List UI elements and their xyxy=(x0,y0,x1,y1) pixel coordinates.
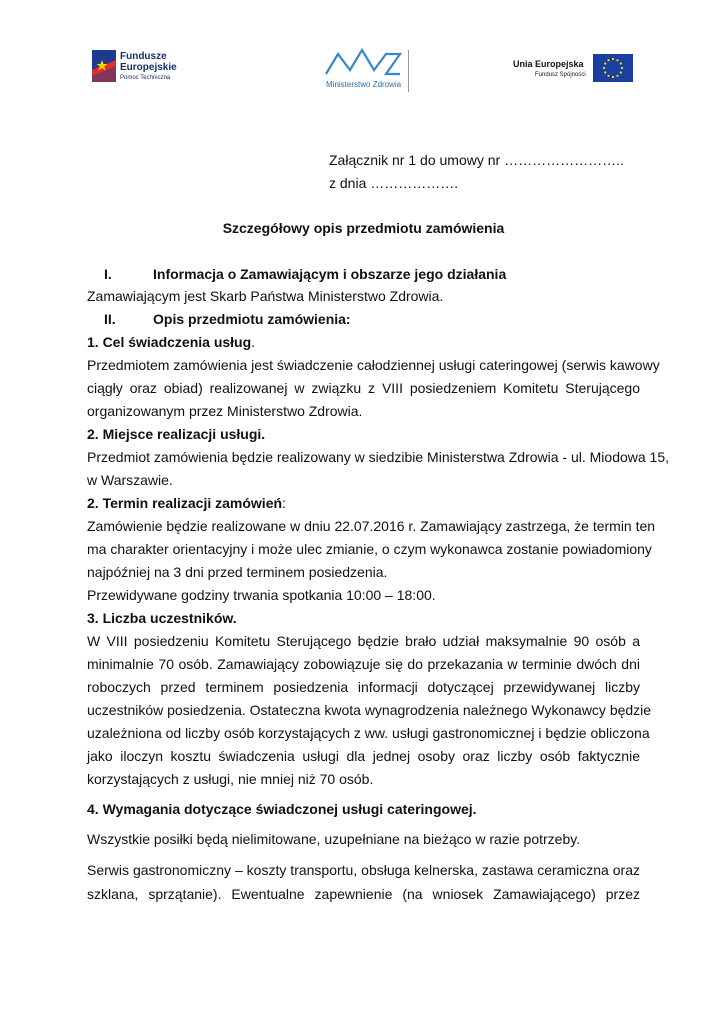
cel-heading: 1. Cel świadczenia usług xyxy=(87,334,252,350)
miejsce-line-1: Przedmiot zamówienia będzie realizowany w siedzibie Ministerstwa Zdrowia - ul. Miodowa 15, xyxy=(87,449,670,465)
miejsce-heading: 2. Miejsce realizacji usługi. xyxy=(87,426,266,442)
fundusze-line2: Europejskie xyxy=(120,62,177,73)
termin-heading-line xyxy=(87,495,286,511)
ministerstwo-caption: Ministerstwo Zdrowia xyxy=(326,80,402,89)
cel-heading-suffix: . xyxy=(251,334,256,350)
logo-separator xyxy=(408,50,409,92)
fundusze-europejskie-logo xyxy=(92,48,202,88)
unia-europejska-logo xyxy=(513,54,633,90)
termin-line-1: Zamówienie będzie realizowane w dniu 22.07.2016 r. Zamawiający zastrzega, że termin ten xyxy=(87,518,656,534)
document-title: Szczegółowy opis przedmiotu zamówienia xyxy=(222,220,505,236)
liczba-line-7: korzystających z usługi, nie mniej niż 70 osób. xyxy=(87,771,374,787)
date-line: z dnia ………………. xyxy=(329,175,459,191)
liczba-line-2: minimalnie 70 osób. Zamawiający zobowiązuje się do przekazania w terminie dwóch dni xyxy=(87,656,640,672)
liczba-line-1: W VIII posiedzeniu Komitetu Sterującego będzie brało udział maksymalnie 90 osób a xyxy=(87,633,640,649)
wymagania-para1: Wszystkie posiłki będą nielimitowane, uzupełniane na bieżąco w razie potrzeby. xyxy=(87,831,581,847)
cel-line-2: ciągły oraz obiad) realizowanej w związku z VIII posiedzeniem Komitetu Sterującego xyxy=(87,380,640,396)
section1-title: Informacja o Zamawiającym i obszarze jego działania xyxy=(153,266,507,282)
termin-line-4: Przewidywane godziny trwania spotkania 10:00 – 18:00. xyxy=(87,587,436,603)
termin-line-2: ma charakter orientacyjny i może ulec zmianie, o czym wykonawca zostanie powiadomiony xyxy=(87,541,652,557)
fundusze-line1: Fundusze xyxy=(120,51,167,62)
fundusze-line3: Pomoc Techniczna xyxy=(120,75,171,81)
termin-heading-suffix: : xyxy=(282,495,286,511)
termin-line-3: najpóźniej na 3 dni przed terminem posiedzenia. xyxy=(87,564,388,580)
section1-text: Zamawiającym jest Skarb Państwa Ministerstwo Zdrowia. xyxy=(87,288,444,304)
unia-line2: Fundusz Spójności xyxy=(535,72,586,78)
logo-header xyxy=(0,40,725,100)
annex-line: Załącznik nr 1 do umowy nr …………………….. xyxy=(329,152,624,168)
fundusze-europejskie-icon xyxy=(92,50,116,82)
liczba-line-6: jako iloczyn kosztu świadczenia usługi dla jednej osoby oraz liczby osób faktycznie xyxy=(87,748,640,764)
liczba-line-5: uzależniona od liczby osób korzystających z ww. usługi gastronomicznej i będzie obliczona xyxy=(87,725,650,741)
termin-heading: 2. Termin realizacji zamówień xyxy=(87,495,283,511)
ministerstwo-zdrowia-logo xyxy=(318,44,413,96)
miejsce-line-2: w Warszawie. xyxy=(87,472,173,488)
wymagania-heading: 4. Wymagania dotyczące świadczonej usługi cateringowej. xyxy=(87,801,477,817)
wymagania-line-1: Serwis gastronomiczny – koszty transportu, obsługa kelnerska, zastawa ceramiczna oraz xyxy=(87,862,640,878)
cel-heading-line xyxy=(87,334,255,350)
ministerstwo-zdrowia-mark-icon xyxy=(324,44,404,78)
unia-line1: Unia Europejska xyxy=(513,59,584,69)
liczba-line-4: uczestników posiedzenia. Ostateczna kwota wynagrodzenia należnego Wykonawcy będzie xyxy=(87,702,652,718)
liczba-heading: 3. Liczba uczestników. xyxy=(87,610,237,626)
eu-flag-icon xyxy=(593,54,633,82)
wymagania-line-2: szklana, sprzątanie). Ewentualne zapewnienie (na wniosek Zamawiającego) przez xyxy=(87,886,640,902)
cel-line-3: organizowanym przez Ministerstwo Zdrowia. xyxy=(87,403,363,419)
section1-number: I. xyxy=(104,266,112,282)
section2-number: II. xyxy=(104,311,116,327)
section2-title: Opis przedmiotu zamówienia: xyxy=(153,311,351,327)
cel-line-1: Przedmiotem zamówienia jest świadczenie całodziennej usługi cateringowej (serwis kawowy xyxy=(87,357,660,373)
liczba-line-3: roboczych przed terminem posiedzenia informacji dotyczącej przewidywanej liczby xyxy=(87,679,640,695)
